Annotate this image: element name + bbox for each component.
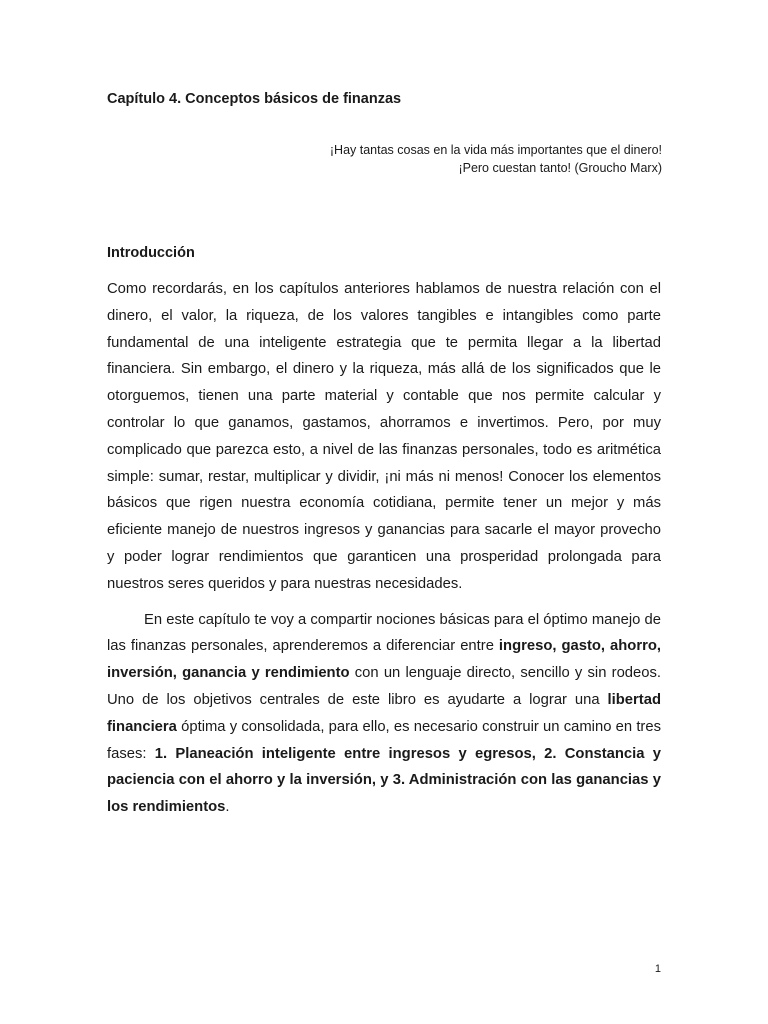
paragraph-2-text-4: . xyxy=(225,799,230,816)
paragraph-2-text-1: En este capítulo te voy a compartir nociones básicas para el óptimo manejo de las finanzas personales, aprenderemos a diferenciar entre xyxy=(107,611,661,655)
paragraph-2 xyxy=(107,607,661,821)
epigraph xyxy=(330,141,662,177)
body-text xyxy=(107,276,661,821)
page-number: 1 xyxy=(654,963,661,975)
section-heading: Introducción xyxy=(107,245,195,261)
paragraph-2-text-2: con un lenguaje directo, sencillo y sin rodeos. Uno de los objetivos centrales de este libro es ayudarte a lograr una xyxy=(107,665,661,708)
epigraph-line-2: ¡Pero cuestan tanto! (Groucho Marx) xyxy=(458,161,662,175)
chapter-title: Capítulo 4. Conceptos básicos de finanzas xyxy=(107,91,402,107)
paragraph-2-text-3: óptima y consolidada, para ello, es necesario construir un camino en tres fases: xyxy=(107,718,661,762)
paragraph-2-bold-3: 1. Planeación inteligente entre ingresos y egresos, 2. Constancia y paciencia con el ahorro y la inversión, y 3. Administración con las ganancias y los rendimientos xyxy=(107,745,662,816)
paragraph-2-bold-1: ingreso, gasto, ahorro, inversión, ganancia y rendimiento xyxy=(107,638,662,682)
paragraph-2-bold-2: libertad financiera xyxy=(107,691,661,735)
epigraph-line-1: ¡Hay tantas cosas en la vida más importantes que el dinero! xyxy=(329,143,662,157)
paragraph-1: Como recordarás, en los capítulos anteriores hablamos de nuestra relación con el dinero, el valor, la riqueza, de los valores tangibles e intangibles como parte fundamental de una inteligente estrategia que te permita llegar a la libertad financiera. Sin embargo, el dinero y la riqueza, más allá de los significados que le otorguemos, tienen una parte material y contable que nos permite calcular y controlar lo que ganamos, gastamos, ahorramos e invertimos. Pero, por muy complicado que parezca esto, a nivel de las finanzas personales, todo es aritmética simple: sumar, restar, multiplicar y dividir, ¡ni más ni menos! Conocer los elementos básicos que rigen nuestra economía cotidiana, permite tener un mejor y más eficiente manejo de nuestros ingresos y ganancias para sacarle el mayor provecho y poder lograr rendimientos que garanticen una prosperidad prolongada para nuestros seres queridos y para nuestras necesidades. xyxy=(107,281,661,592)
